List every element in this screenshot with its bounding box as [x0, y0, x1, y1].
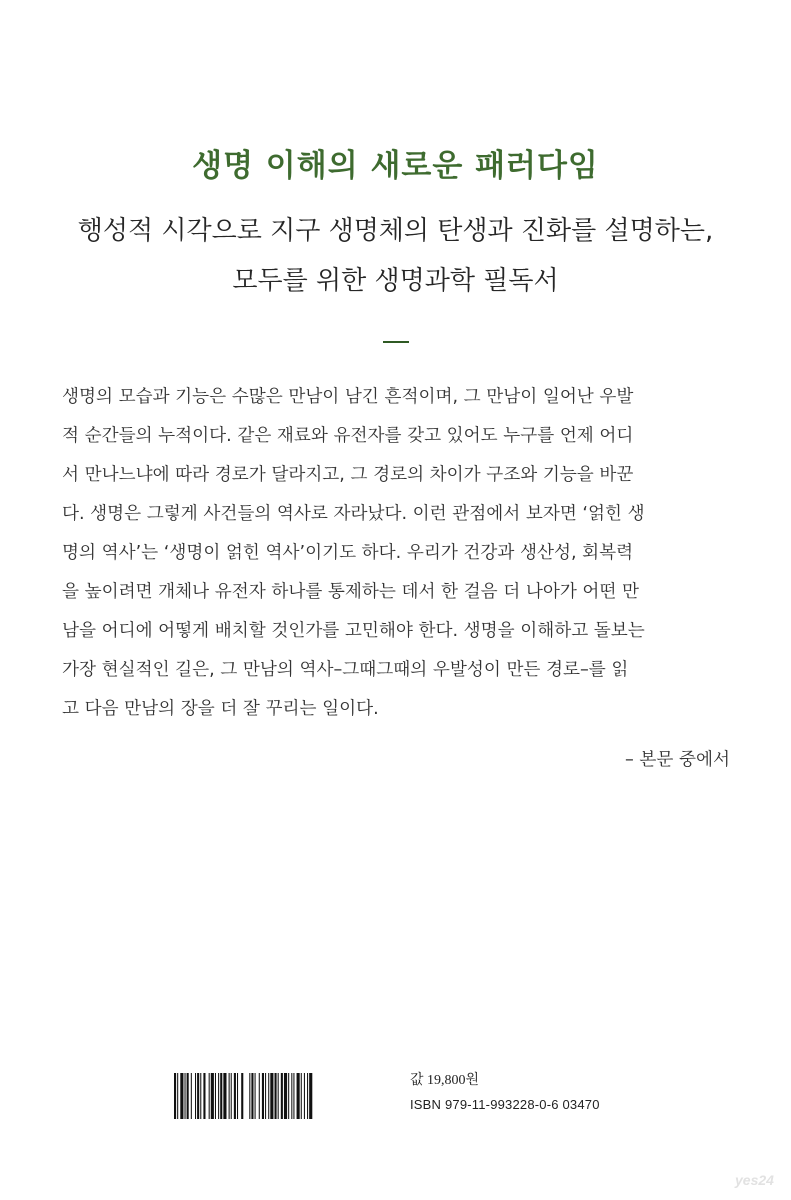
excerpt-line: 서 만나느냐에 따라 경로가 달라지고, 그 경로의 차이가 구조와 기능을 바꾼 — [62, 465, 634, 485]
excerpt-line: 가장 현실적인 길은, 그 만남의 역사–그때그때의 우발성이 만든 경로–를 읽 — [62, 660, 629, 680]
price-label: 값 19,800원 — [410, 1073, 480, 1088]
excerpt-line: 명의 역사’는 ‘생명이 얽힌 역사’이기도 하다. 우리가 건강과 생산성, 회복력 — [62, 543, 634, 563]
cover-headline: 생명 이해의 새로운 패러다임 — [192, 148, 599, 184]
excerpt-line: 적 순간들의 누적이다. 같은 재료와 유전자를 갖고 있어도 누구를 언제 어디 — [62, 426, 634, 446]
excerpt-line: 남을 어디에 어떻게 배치할 것인가를 고민해야 한다. 생명을 이해하고 돌보는 — [62, 621, 645, 641]
excerpt-line: 고 다음 만남의 장을 더 잘 꾸리는 일이다. — [62, 699, 379, 719]
section-divider — [383, 341, 409, 343]
cover-subtitle-line: 모두를 위한 생명과학 필독서 — [232, 266, 559, 296]
watermark-logo: yes24 — [735, 1172, 774, 1188]
cover-subtitle-line: 행성적 시각으로 지구 생명체의 탄생과 진화를 설명하는, — [77, 216, 714, 246]
excerpt-line: 생명의 모습과 기능은 수많은 만남이 남긴 흔적이며, 그 만남이 일어난 우발 — [62, 387, 634, 407]
excerpt-line: 을 높이려면 개체나 유전자 하나를 통제하는 데서 한 걸음 더 나아가 어떤 만 — [62, 582, 639, 602]
barcode-graphic — [174, 1073, 399, 1119]
excerpt-line: 다. 생명은 그렇게 사건들의 역사로 자라났다. 이런 관점에서 보자면 ‘얽힌 생 — [62, 504, 645, 524]
excerpt-attribution: – 본문 중에서 — [625, 750, 730, 770]
isbn-label: ISBN 979-11-993228-0-6 03470 — [410, 1097, 600, 1112]
